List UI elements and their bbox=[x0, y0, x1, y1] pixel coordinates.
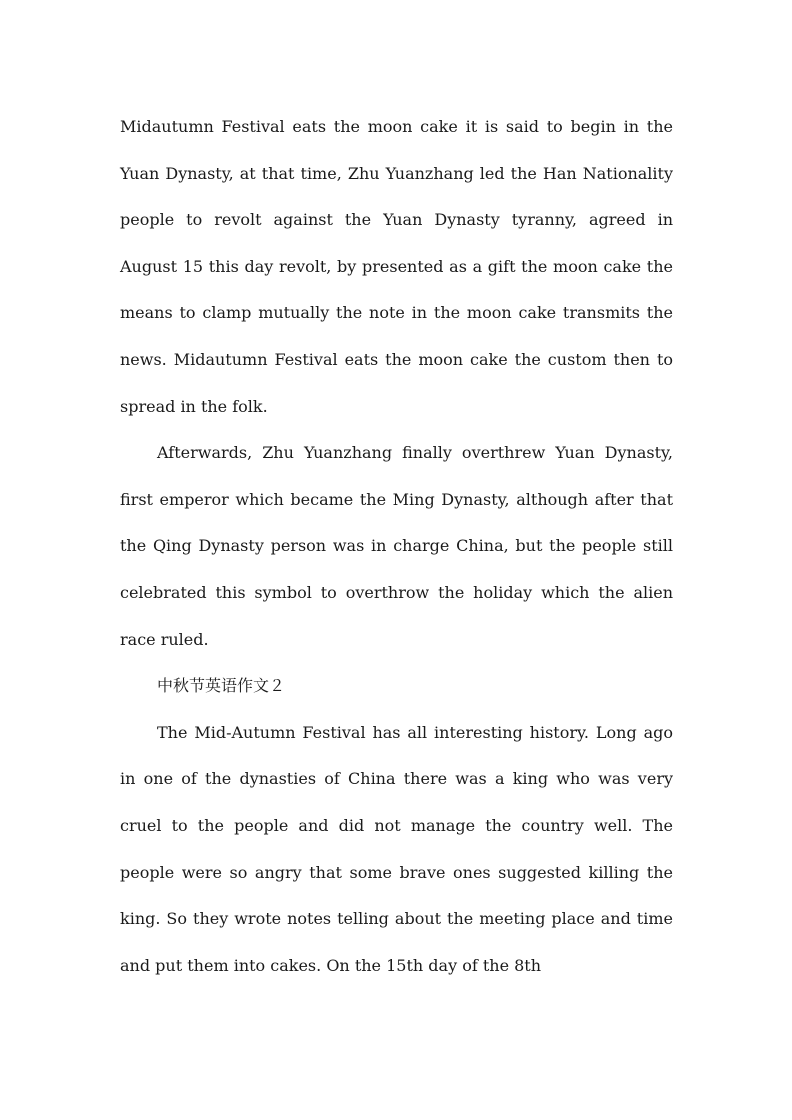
document-body bbox=[120, 104, 673, 989]
paragraph-festival-history: The Mid-Autumn Festival has all interesting history. Long ago in one of the dynasties of China there was a king who was very cruel to the people and did not manage the country well. The people were so angry that some brave ones suggested killing the king. So they wrote notes telling about the meeting place and time and put them into cakes. On the 15th day of the 8th bbox=[120, 722, 673, 975]
paragraph-moon-cake-origin: Midautumn Festival eats the moon cake it is said to begin in the Yuan Dynasty, at that time, Zhu Yuanzhang led the Han Nationality people to revolt against the Yuan Dynasty tyranny, agreed in August 15 this day revolt, by presented as a gift the moon cake the means to clamp mutually the note in the moon cake transmits the news. Midautumn Festival eats the moon cake the custom then to spread in the folk. bbox=[120, 117, 673, 416]
paragraph-ming-dynasty: Afterwards, Zhu Yuanzhang finally overthrew Yuan Dynasty, first emperor which became the Ming Dynasty, although after that the Qing Dynasty person was in charge China, but the people still celebrated this symbol to overthrow the holiday which the alien race ruled. bbox=[120, 443, 673, 649]
section-heading: 中秋节英语作文２ bbox=[157, 676, 286, 696]
